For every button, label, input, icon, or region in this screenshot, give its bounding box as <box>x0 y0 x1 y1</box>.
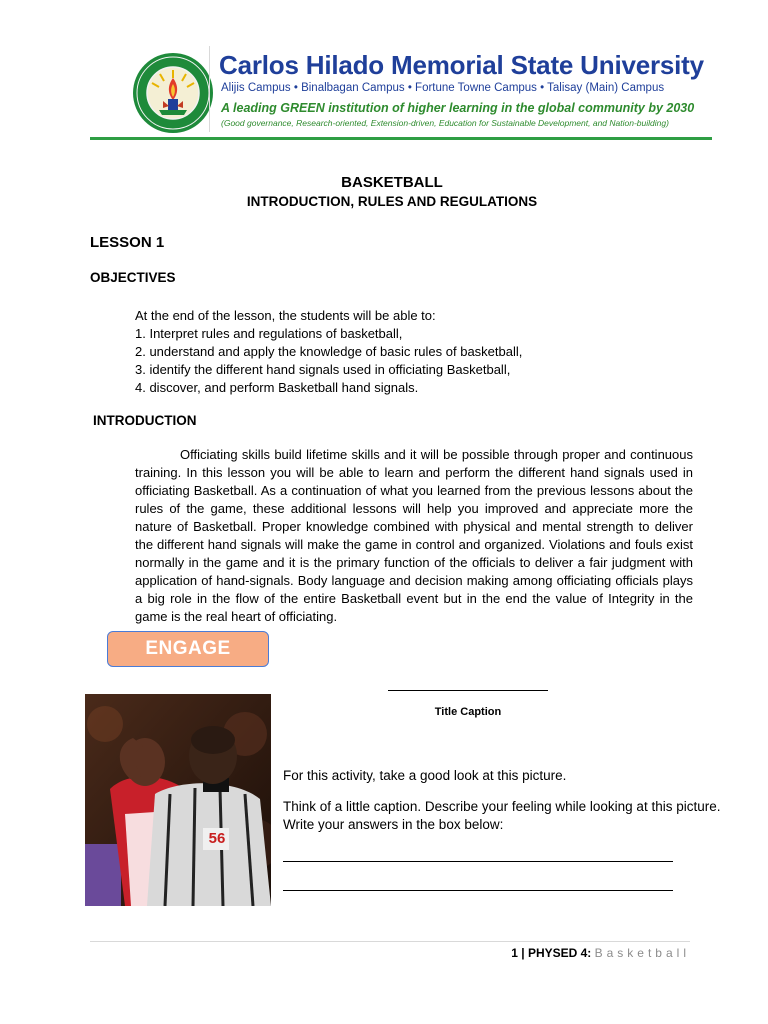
university-name: Carlos Hilado Memorial State University <box>219 50 704 80</box>
caption-label: Title Caption <box>434 706 502 718</box>
objectives-list <box>135 325 522 397</box>
answer-line[interactable] <box>283 890 673 891</box>
header-divider <box>90 137 712 140</box>
introduction-heading: INTRODUCTION <box>93 413 197 428</box>
footer-subject: Basketball <box>594 946 690 960</box>
engage-button[interactable]: ENGAGE <box>107 631 269 667</box>
page-footer <box>511 946 690 960</box>
university-tagline: A leading GREEN institution of higher learning in the global community by 2030 <box>221 101 695 115</box>
objectives-intro: At the end of the lesson, the students will be able to: <box>135 308 436 323</box>
lesson-heading: LESSON 1 <box>90 234 165 251</box>
objective-item: 4. discover, and perform Basketball hand signals. <box>135 380 419 395</box>
header-divider-vertical <box>209 46 210 132</box>
footer-course: PHYSED 4: <box>527 946 595 960</box>
page-number: 1 <box>511 946 518 960</box>
university-seal-logo <box>132 52 214 134</box>
campus-list: Alijis Campus • Binalbagan Campus • Fortune Towne Campus • Talisay (Main) Campus <box>221 82 665 94</box>
answer-line[interactable] <box>283 861 673 862</box>
caption-blank-line <box>388 690 548 691</box>
caption-instruction-line-2: Write your answers in the box below: <box>283 817 504 832</box>
basketball-referee-photo <box>85 694 271 906</box>
document-title: BASKETBALL <box>341 174 443 191</box>
referee-number: 56 <box>208 830 226 847</box>
caption-instruction-line-1: Think of a little caption. Describe your feeling while looking at this picture. <box>283 799 721 814</box>
objective-item: 1. Interpret rules and regulations of basketball, <box>135 326 403 341</box>
document-subtitle: INTRODUCTION, RULES AND REGULATIONS <box>246 194 538 209</box>
footer-separator: | <box>517 946 528 960</box>
activity-instruction: For this activity, take a good look at this picture. <box>283 768 567 783</box>
footer-divider <box>90 941 690 942</box>
university-tagline-sub: (Good governance, Research-oriented, Extension-driven, Education for Sustainable Development, and Nation-building) <box>221 118 669 128</box>
introduction-paragraph: Officiating skills build lifetime skills and it will be possible through proper and continuous training. In this lesson you will be able to learn and perform the different hand signals used in officiating Basketball. As a continuation of what you learned from the previous lessons about the rules of the game, these additional lessons will help you improved and appreciate more the nature of Basketball. Proper knowledge combined with physical and mental strength to deliver the different hand signals will make the game in control and organized. Violations and fouls exist normally in the game and it is the primary function of the officials to deliver a fair judgment with application of hand-signals. Body language and decision making among officiating officials plays a big role in the flow of the entire Basketball event but in the end the value of Integrity in the game is the real heart of officiating. <box>135 447 693 624</box>
objective-item: 3. identify the different hand signals used in officiating Basketball, <box>135 362 511 377</box>
objective-item: 2. understand and apply the knowledge of basic rules of basketball, <box>135 344 523 359</box>
objectives-heading: OBJECTIVES <box>90 270 176 285</box>
